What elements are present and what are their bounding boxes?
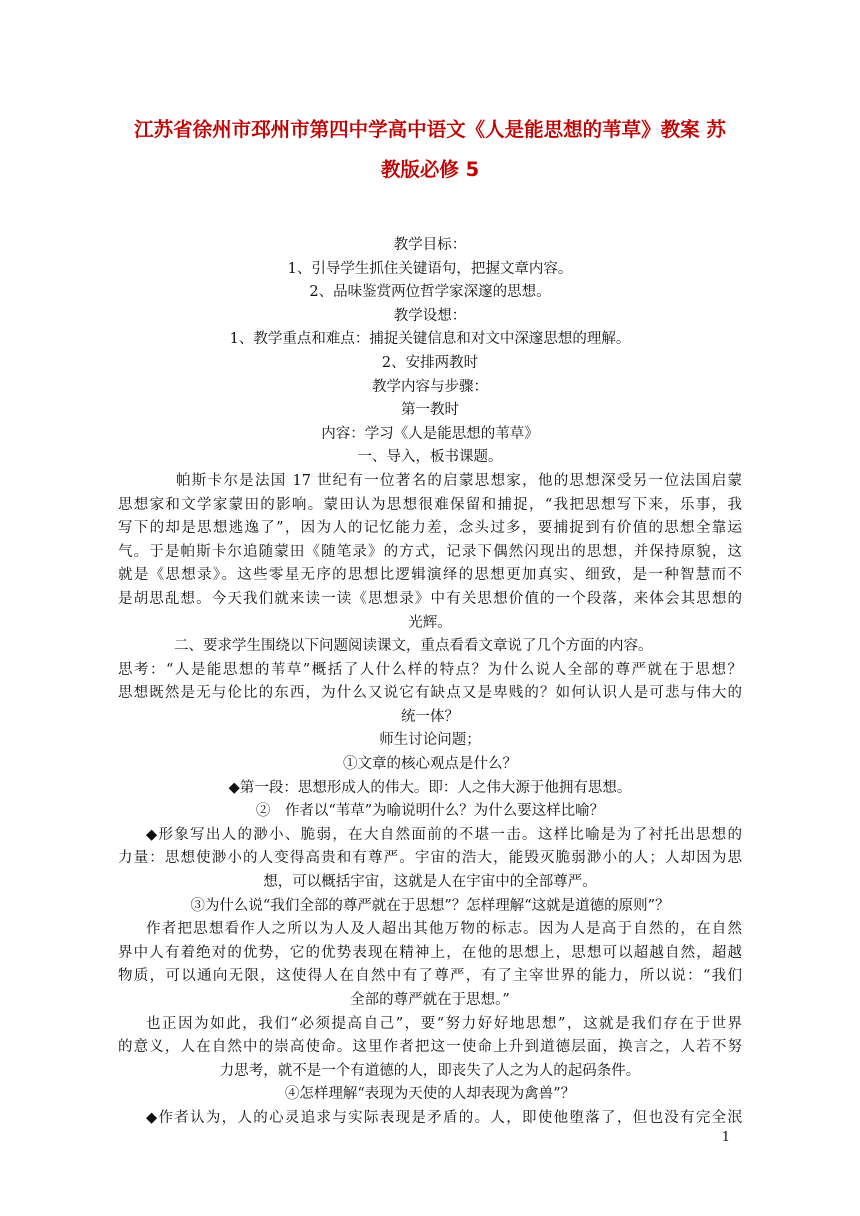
text-line: 师生讨论问题； [379, 732, 481, 749]
answer-line: 想，可以概括宇宙，这就是人在宇宙中的全部尊严。 [263, 874, 597, 891]
paragraph-line: 气。于是帕斯卡尔追随蒙田《随笔录》的方式，记录下偶然闪现出的思想，并保持原貌，这 [118, 543, 742, 560]
text-line: 2、品味鉴赏两位哲学家深邃的思想。 [309, 284, 551, 301]
section-heading: 教学目标： [393, 237, 467, 253]
document-body [118, 234, 742, 1131]
paragraph-line: 统一体？ [401, 708, 459, 725]
paragraph-line: 思考：“人是能思想的苇草”概括了人什么样的特点？为什么说人全部的尊严就在于思想？ [118, 661, 742, 678]
paragraph-line: 是胡思乱想。今天我们就来读一读《思想录》中有关思想价值的一个段落，来体会其思想的 [118, 590, 742, 607]
text-line: 一、导入，板书课题。 [357, 449, 503, 466]
paragraph-line: 光辉。 [408, 614, 452, 631]
paragraph-line: 帕斯卡尔是法国 17 世纪有一位著名的启蒙思想家，他的思想深受另一位法国启蒙 [176, 472, 742, 489]
question-line: ④怎样理解“表现为天使的人却表现为禽兽”？ [284, 1086, 576, 1103]
section-heading: 教学内容与步骤： [372, 378, 488, 395]
paragraph-line: 写下的却是思想逃逸了”，因为人的记忆能力差，念头过多，要捕捉到有价值的思想全靠运 [118, 520, 742, 537]
answer-line: 物质，可以通向无限，这使得人在自然中有了尊严，有了主宰世界的能力，所以说：“我们 [118, 968, 742, 985]
title-line-1: 江苏省徐州市邳州市第四中学高中语文《人是能思想的苇草》教案 苏 [134, 118, 726, 141]
section-heading: 第一教时 [401, 402, 459, 419]
section-heading: 教学设想： [393, 307, 467, 324]
question-line: ③为什么说“我们全部的尊严就在于思想”？怎样理解“这就是道德的原则”？ [190, 897, 670, 914]
answer-line: ◆第一段：思想形成人的伟大。即：人之伟大源于他拥有思想。 [228, 779, 632, 796]
answer-line: 作者把思想看作人之所以为人及人超出其他万物的标志。因为人是高于自然的，在自然 [146, 921, 742, 938]
answer-line: 界中人有着绝对的优势，它的优势表现在精神上，在他的思想上，思想可以超越自然，超越 [118, 944, 742, 961]
paragraph-line: 二、要求学生围绕以下问题阅读课文，重点看看文章说了几个方面的内容。 [174, 638, 653, 655]
answer-line: 也正因为如此，我们“必须提高自己”，要“努力好好地思想”，这就是我们存在于世界 [146, 1015, 742, 1032]
paragraph-line: 思想既然是无与伦比的东西，为什么又说它有缺点又是卑贱的？如何认识人是可悲与伟大的 [118, 685, 742, 702]
question-line: ② 作者以“苇草”为喻说明什么？为什么要这样比喻？ [255, 803, 605, 820]
answer-line: 全部的尊严就在于思想。” [350, 992, 510, 1008]
text-line: 内容：学习《人是能思想的苇草》 [321, 425, 539, 442]
answer-line: 的意义，人在自然中的崇高使命。这里作者把这一使命上升到道德层面，换言之，人若不努 [118, 1039, 742, 1056]
answer-line: ◆形象写出人的渺小、脆弱，在大自然面前的不堪一击。这样比喻是为了衬托出思想的 [146, 826, 742, 843]
answer-line: 力思考，就不是一个有道德的人，即丧失了人之为人的起码条件。 [219, 1062, 641, 1079]
question-line: ①文章的核心观点是什么？ [343, 756, 517, 773]
page-number: 1 [721, 1130, 730, 1145]
document-title [118, 110, 742, 190]
text-line: 1、引导学生抓住关键语句，把握文章内容。 [287, 260, 573, 277]
title-line-2: 教版必修 5 [380, 158, 480, 181]
paragraph-line: 就是《思想录》。这些零星无序的思想比逻辑演绎的思想更加真实、细致，是一种智慧而不 [118, 567, 742, 584]
paragraph-line: 思想家和文学家蒙田的影响。蒙田认为思想很难保留和捕捉，“我把思想写下来，乐事，我 [118, 496, 742, 513]
answer-line: ◆作者认为，人的心灵追求与实际表现是矛盾的。人，即使他堕落了，但也没有完全泯 [146, 1109, 742, 1126]
answer-line: 力量：思想使渺小的人变得高贵和有尊严。宇宙的浩大，能毁灭脆弱渺小的人；人却因为思 [118, 850, 742, 867]
text-line: 2、安排两教时 [381, 354, 479, 371]
text-line: 1、教学重点和难点：捕捉关键信息和对文中深邃思想的理解。 [229, 331, 631, 348]
